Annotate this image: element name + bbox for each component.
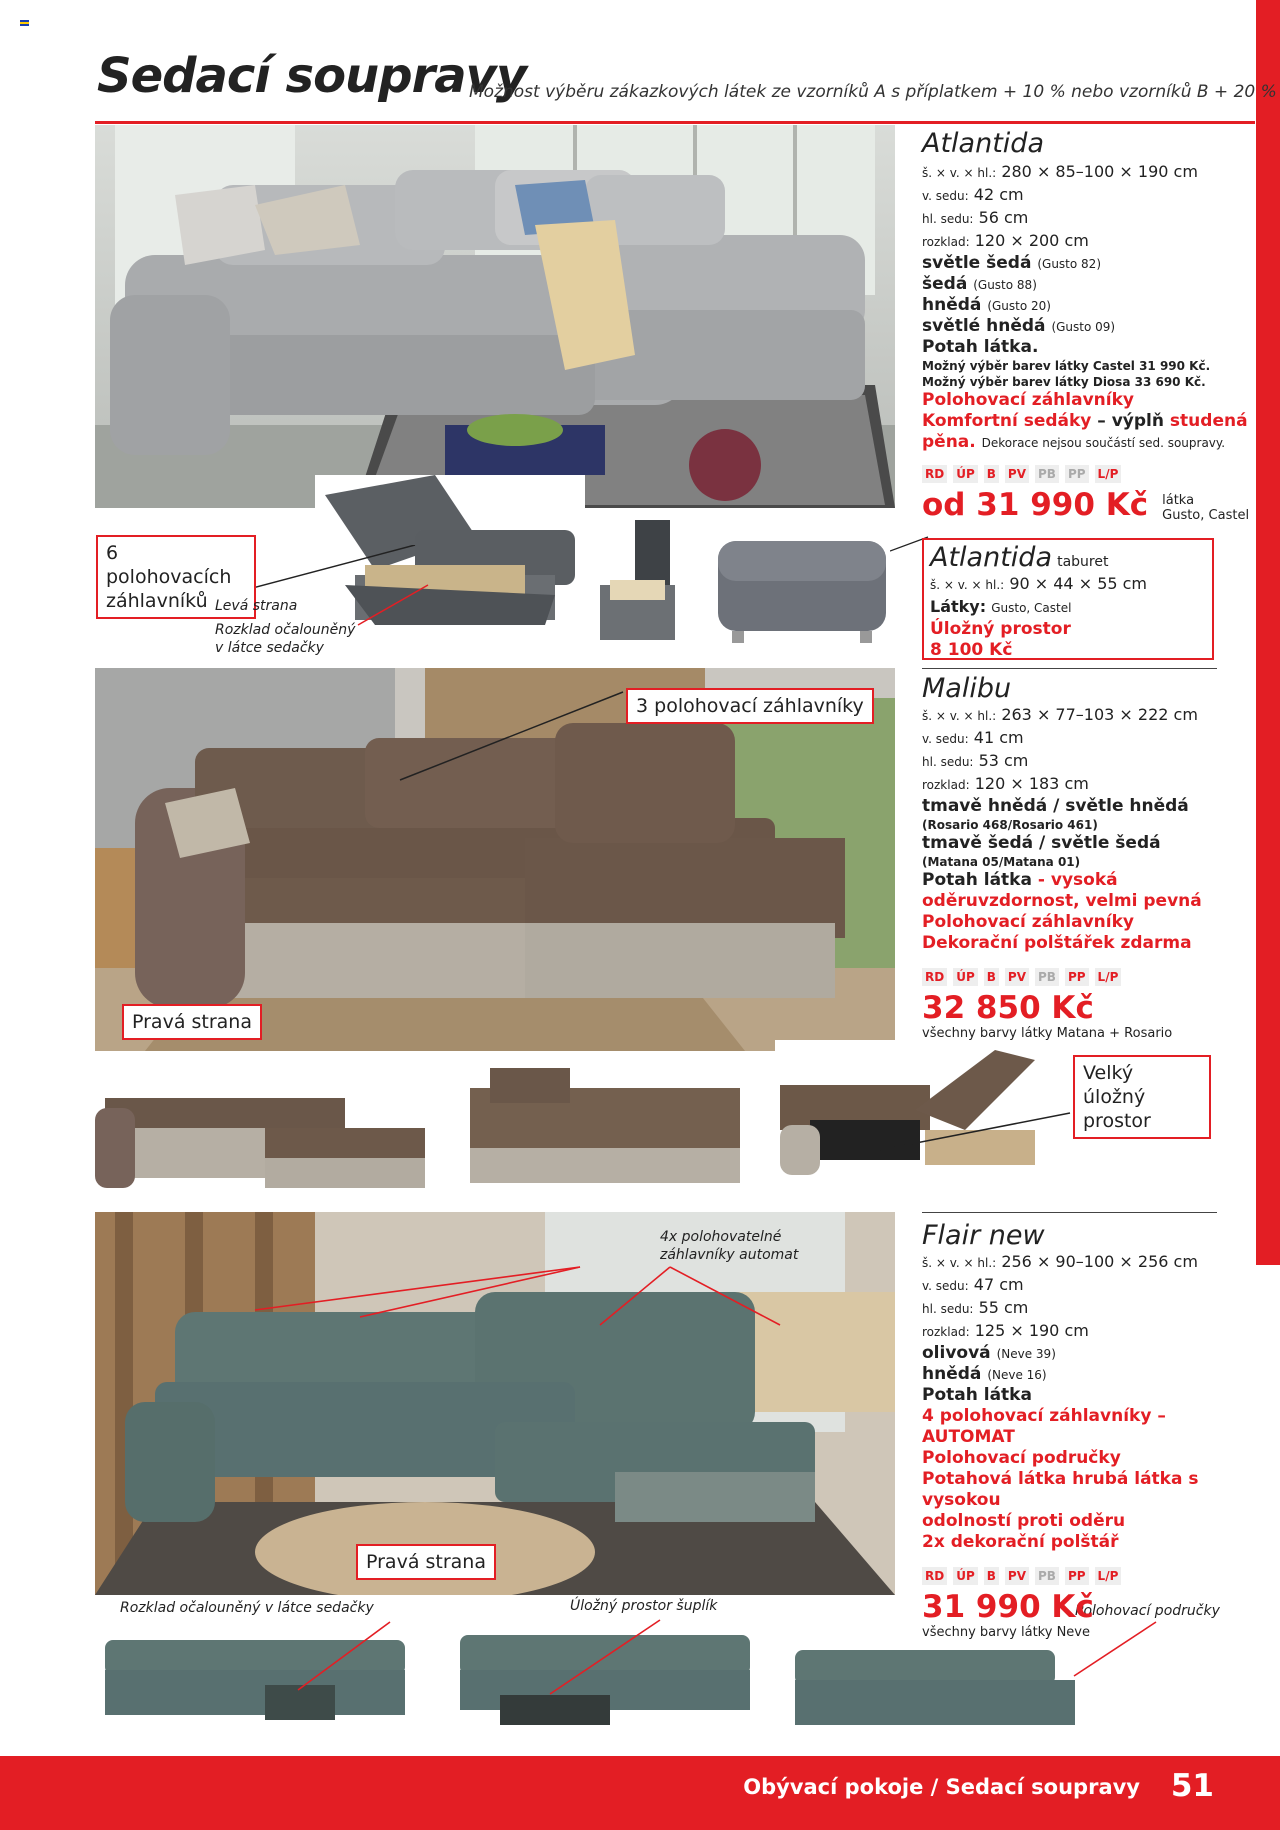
malibu-color-2-code: (Matana 05/Matana 01) [922,855,1081,869]
atlantida-color-list [922,253,1252,337]
flair-thumb-3 [785,1640,1090,1745]
flair-unfold-note: Rozklad očalouněný v látce sedačky [120,1600,374,1616]
atlantida-spec-row [922,207,1252,230]
flair-fabric: Potah látka [922,1385,1032,1405]
malibu-badge: ÚP [953,968,978,986]
atlantida-ottoman-open-photo [595,515,685,650]
atlantida-badge: B [984,465,999,483]
flair-spec-label: v. sedu: [922,1279,969,1293]
malibu-headrest-callout: 3 polohovací záhlavníky [626,688,874,724]
malibu-price: 32 850 Kč [922,990,1094,1026]
atlantida-color-code: (Gusto 82) [1037,257,1101,271]
malibu-price-note: všechny barvy látky Matana + Rosario [922,1026,1173,1041]
flair-badge: PP [1065,1567,1089,1585]
atlantida-badge: PB [1035,465,1059,483]
flair-unfold-arrow [290,1618,400,1696]
flair-spec-value: 125 × 190 cm [974,1321,1089,1340]
flair-spec-list [922,1251,1252,1343]
malibu-spec-row [922,750,1252,773]
footer-section: Obývací pokoje / Sedací soupravy [743,1775,1140,1799]
atlantida-fabric-option-1: Možný výběr barev látky Castel 31 990 Kč. [922,359,1211,373]
taburet-name: Atlantida [930,542,1052,573]
flair-drawer-note: Úložný prostor šuplík [570,1598,718,1614]
atlantida-price: od 31 990 Kč [922,487,1149,523]
atlantida-unfold-note-2: v látce sedačky [215,640,324,656]
flair-spec-label: hl. sedu: [922,1302,974,1316]
flair-feature-1: 4 polohovací záhlavníky – AUTOMAT [922,1406,1166,1447]
flair-badge: L/P [1095,1567,1122,1585]
flair-color-code: (Neve 16) [987,1368,1047,1382]
flair-headrest-note-2: záhlavníky automat [660,1247,799,1263]
flair-feature-4: odolností proti oděru [922,1511,1126,1531]
atlantida-spec-value: 56 cm [978,208,1029,227]
atlantida-photo [95,125,895,508]
flair-side-callout: Pravá strana [356,1544,496,1580]
atlantida-decor-note: Dekorace nejsou součástí sed. soupravy. [981,436,1226,450]
atlantida-spec-block [922,128,1252,523]
atlantida-color-name: světle šedá [922,253,1032,273]
flair-color-code: (Neve 39) [996,1347,1056,1361]
flair-spec-row [922,1274,1252,1297]
malibu-storage-pointer [875,1105,1075,1155]
malibu-thumb-1 [95,1058,435,1198]
flair-spec-label: š. × v. × hl.: [922,1256,997,1270]
taburet-spec-label: š. × v. × hl.: [930,578,1005,592]
atlantida-color-row [922,316,1252,337]
atlantida-color-name: hnědá [922,295,982,315]
malibu-feature-1: oděruvzdornost, velmi pevná [922,891,1202,911]
malibu-pointer-line [395,690,635,790]
flair-price: 31 990 Kč [922,1589,1094,1625]
malibu-spec-label: hl. sedu: [922,755,974,769]
flair-color-list [922,1343,1252,1385]
malibu-thumb-2 [460,1058,750,1198]
flair-color-row [922,1364,1252,1385]
flair-spec-value: 55 cm [978,1298,1029,1317]
malibu-fabric: Potah látka [922,870,1032,890]
page-title: Sedací soupravy [97,48,527,104]
taburet-box [922,538,1214,660]
flair-headrest-arrows [250,1255,790,1335]
flair-price-note: všechny barvy látky Neve [922,1625,1090,1640]
flair-name: Flair new [922,1220,1045,1251]
atlantida-badge: PV [1005,465,1029,483]
flair-feature-5: 2x dekorační polštář [922,1532,1119,1552]
atlantida-color-row [922,274,1252,295]
malibu-badge: PV [1005,968,1029,986]
flair-badge: PB [1035,1567,1059,1585]
malibu-color-1: tmavě hnědá / světle hnědá [922,796,1189,816]
flair-armrest-note: Polohovací područky [1075,1603,1220,1619]
atlantida-spec-value: 120 × 200 cm [974,231,1089,250]
flair-headrest-note [660,1228,798,1264]
atlantida-color-name: šedá [922,274,968,294]
atlantida-side-note: Levá strana [215,598,298,614]
taburet-price: 8 100 Kč [930,640,1013,660]
flair-spec-row [922,1320,1252,1343]
malibu-badges [922,968,1252,986]
flair-spec-row [922,1297,1252,1320]
flair-headrest-note-1: 4x polohovatelné [660,1229,782,1245]
malibu-spec-value: 120 × 183 cm [974,774,1089,793]
atlantida-feature-2-part-a: Komfortní sedáky [922,411,1092,431]
malibu-spec-row [922,773,1252,796]
atlantida-spec-label: rozklad: [922,235,970,249]
atlantida-badge: PP [1065,465,1089,483]
malibu-feature-3: Dekorační polštářek zdarma [922,933,1192,953]
malibu-spec-value: 41 cm [973,728,1024,747]
title-divider [95,121,1255,124]
malibu-color-1-code: (Rosario 468/Rosario 461) [922,818,1098,832]
malibu-spec-row [922,704,1252,727]
atlantida-spec-value: 280 × 85–100 × 190 cm [1001,162,1198,181]
atlantida-spec-label: hl. sedu: [922,212,974,226]
atlantida-headrest-callout: 6 polohovacích záhlavníků [96,535,256,619]
malibu-spec-value: 263 × 77–103 × 222 cm [1001,705,1198,724]
atlantida-feature-2-part-c: studená pěna. [922,411,1248,452]
malibu-badge: RD [922,968,947,986]
malibu-color-2: tmavě šedá / světle šedá [922,833,1161,853]
malibu-badge: PP [1065,968,1089,986]
atlantida-badges [922,465,1252,483]
flair-badges [922,1567,1252,1585]
atlantida-spec-value: 42 cm [973,185,1024,204]
flair-badge: PV [1005,1567,1029,1585]
malibu-spec-row [922,727,1252,750]
atlantida-fabric: Potah látka. [922,337,1039,357]
atlantida-color-name: světlé hnědá [922,316,1046,336]
atlantida-color-code: (Gusto 20) [987,299,1051,313]
malibu-side-callout: Pravá strana [122,1004,262,1040]
taburet-spec-value: 90 × 44 × 55 cm [1009,574,1148,593]
page-number: 51 [1170,1768,1214,1804]
atlantida-feature-2 [922,411,1252,453]
page-subtitle: Možnost výběru zákazkových látek ze vzorníků A s příplatkem + 10 % nebo vzorníků B + 20 % [469,82,1277,102]
atlantida-spec-label: š. × v. × hl.: [922,166,997,180]
atlantida-fabric-option-2: Možný výběr barev látky Diosa 33 690 Kč. [922,375,1206,389]
atlantida-spec-row [922,161,1252,184]
flag-icon [20,20,29,26]
malibu-badge: PB [1035,968,1059,986]
flair-spec-value: 256 × 90–100 × 256 cm [1001,1252,1198,1271]
taburet-fabric-label: Látky: [930,597,987,616]
atlantida-ottoman-photo [712,533,892,651]
atlantida-feature-2-part-b: – výplň [1091,411,1170,431]
malibu-spec-list [922,704,1252,796]
taburet-suffix: taburet [1057,554,1109,570]
malibu-spec-value: 53 cm [978,751,1029,770]
malibu-storage-callout: Velký úložný prostor [1073,1055,1211,1139]
atlantida-spec-row [922,230,1252,253]
malibu-name: Malibu [922,673,1012,704]
flair-spec-value: 47 cm [973,1275,1024,1294]
flair-spec-label: rozklad: [922,1325,970,1339]
malibu-badge: L/P [1095,968,1122,986]
flair-spec-block [922,1220,1252,1640]
flair-badge: RD [922,1567,947,1585]
atlantida-badge: RD [922,465,947,483]
atlantida-color-row [922,253,1252,274]
taburet-fabric-value: Gusto, Castel [991,601,1072,615]
atlantida-color-code: (Gusto 09) [1051,320,1116,334]
section-divider-2 [922,1212,1217,1213]
flair-color-name: hnědá [922,1364,982,1384]
flair-color-row [922,1343,1252,1364]
malibu-fabric-line [922,870,1252,891]
flair-badge: B [984,1567,999,1585]
atlantida-color-row [922,295,1252,316]
atlantida-unfold-note-1: Rozklad očalouněný [215,622,356,638]
atlantida-badge: L/P [1095,465,1122,483]
atlantida-color-code: (Gusto 88) [973,278,1037,292]
flair-drawer-arrow [545,1616,665,1698]
atlantida-badge: ÚP [953,465,978,483]
atlantida-feature-1: Polohovací záhlavníky [922,390,1134,410]
flair-feature-3: Potahová látka hrubá látka s vysokou [922,1469,1199,1510]
atlantida-price-note-2: Gusto, Castel [1162,508,1250,523]
malibu-badge: B [984,968,999,986]
atlantida-spec-list [922,161,1252,253]
malibu-spec-label: š. × v. × hl.: [922,709,997,723]
taburet-feature: Úložný prostor [930,619,1071,639]
atlantida-price-note-1: látka [1162,493,1195,508]
section-divider-1 [922,668,1217,669]
malibu-spec-block [922,673,1252,1041]
atlantida-spec-row [922,184,1252,207]
side-accent-bar [1256,0,1280,1265]
flair-badge: ÚP [953,1567,978,1585]
malibu-spec-label: v. sedu: [922,732,969,746]
flair-spec-row [922,1251,1252,1274]
atlantida-spec-label: v. sedu: [922,189,969,203]
malibu-fabric-red: - vysoká [1031,870,1118,890]
flair-color-name: olivová [922,1343,991,1363]
atlantida-name: Atlantida [922,128,1044,159]
malibu-feature-2: Polohovací záhlavníky [922,912,1134,932]
malibu-spec-label: rozklad: [922,778,970,792]
flair-feature-2: Polohovací područky [922,1448,1121,1468]
